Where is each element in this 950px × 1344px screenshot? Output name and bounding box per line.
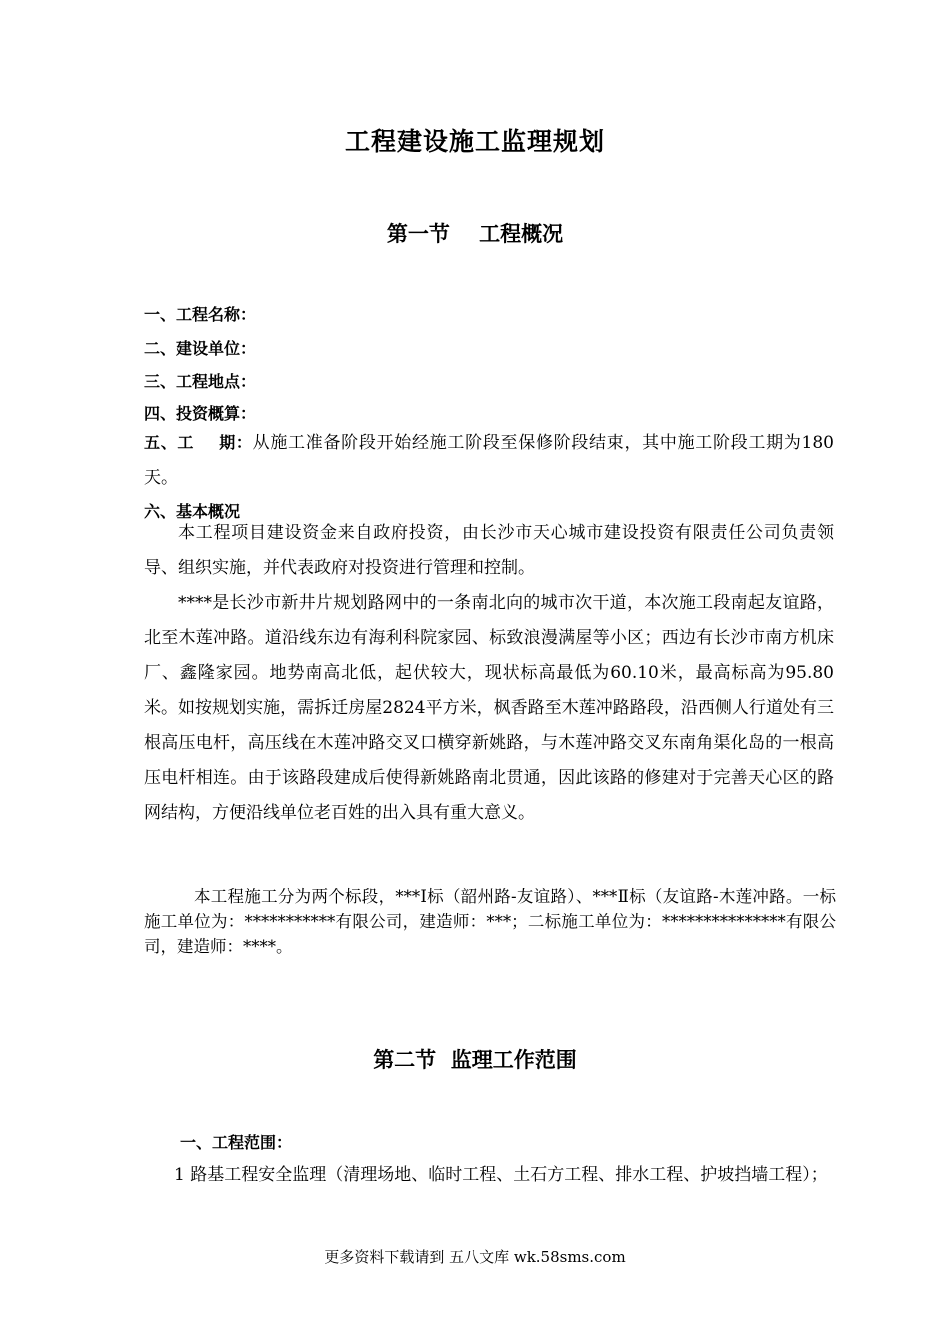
item-basic-overview: 六、基本概况 [144,502,241,521]
item-construction-unit: 二、建设单位： [144,339,257,358]
scope-item-1: 1 路基工程安全监理（清理场地、临时工程、土石方工程、排水工程、护坡挡墙工程）； [174,1165,828,1185]
period-label: 五、工 期： [144,433,253,452]
period-text: 从施工准备阶段开始经施工阶段至保修阶段结束，其中施工阶段工期为180天。 [144,433,834,488]
item-construction-period [144,425,834,496]
item-project-scope: 一、工程范围： [180,1133,293,1152]
section-1-heading: 第一节 工程概况 [386,222,564,246]
paragraph-road-description: ****是长沙市新井片规划路网中的一条南北向的城市次干道，本次施工段南起友谊路，北至木莲冲路。道沿线东边有海利科院家园、标致浪漫满屋等小区；西边有长沙市南方机床厂、鑫隆家园。地势南高北低，起伏较大，现状标高最低为60.10米，最高标高为95.80米。如按规划实施，需拆迁房屋2824平方米，枫香路至木莲冲路路段，沿西侧人行道处有三根高压电杆，高压线在木莲冲路交叉口横穿新姚路，与木莲冲路交叉东南角渠化岛的一根高压电杆相连。由于该路段建成后使得新姚路南北贯通，因此该路的修建对于完善天心区的路网结构，方便沿线单位老百姓的出入具有重大意义。 [144,593,834,823]
item-project-name: 一、工程名称： [144,305,257,324]
item-investment-estimate: 四、投资概算： [144,404,257,423]
page-footer: 更多资料下载请到 五八文库 wk.58sms.com [324,1248,626,1266]
paragraph-funding: 本工程项目建设资金来自政府投资，由长沙市天心城市建设投资有限责任公司负责领导、组织实施，并代表政府对投资进行管理和控制。 [144,523,834,578]
document-title: 工程建设施工监理规划 [344,127,605,156]
paragraph-sections: 本工程施工分为两个标段，***Ⅰ标（韶州路-友谊路）、***Ⅱ标（友谊路-木莲冲路。一标施工单位为：***********有限公司，建造师：***；二标施工单位为：***************有限公司，建造师：****。 [144,887,836,956]
item-project-location: 三、工程地点： [144,372,257,391]
section-2-heading: 第二节 监理工作范围 [373,1048,577,1072]
